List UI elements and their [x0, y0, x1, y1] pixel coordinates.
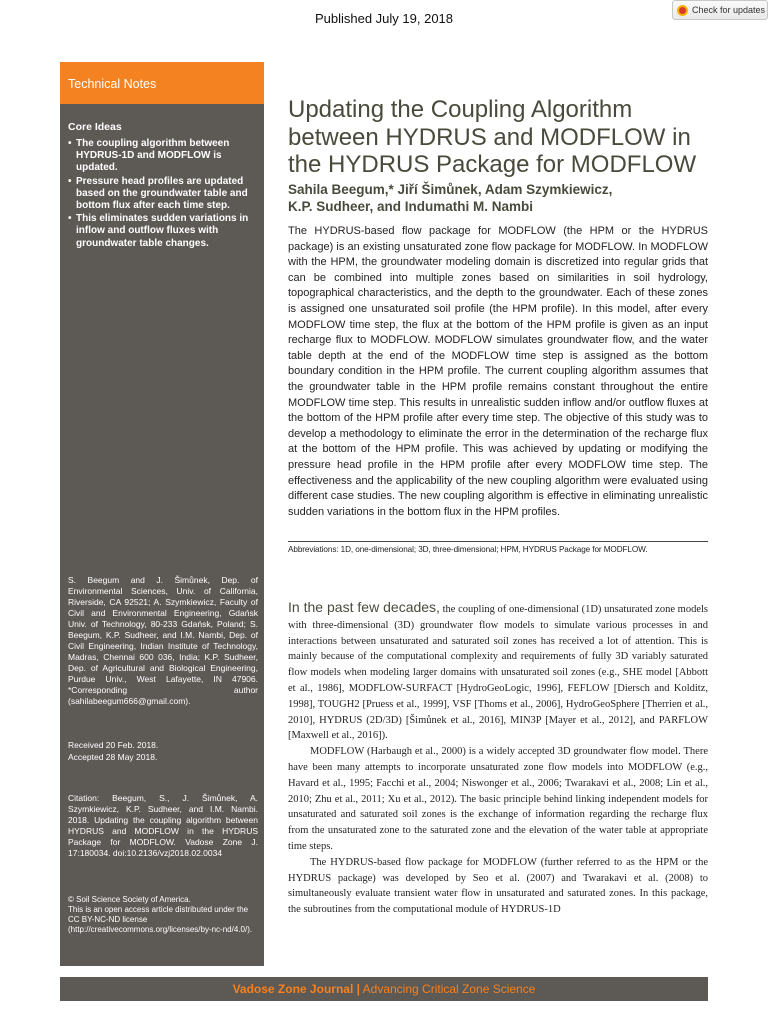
author-affiliations: S. Beegum and J. Šimůnek, Dep. of Environmental Sciences, Univ. of California, Riverside, CA 92521; A. Szymkiewicz, Faculty of Civil and Environmental Engineering, Gdańsk Univ. of Technology, 80-233 Gdańsk, Poland; S. Beegum, K.P. Sudheer, and I.M. Nambi, Dep. of Civil Engineering, Indian Institute of Technology, Madras, Chennai 600 036, India; K.P. Sudheer, Dep. of Agricultural and Biological Engineering, Purdue Univ., West Lafayette, IN 47906. *Corresponding author (sahilabeegum666@gmail.com).	[68, 575, 258, 706]
citation: Citation: Beegum, S., J. Šimůnek, A. Szymkiewicz, K.P. Sudheer, and I.M. Nambi. 2018. Updating the coupling algorithm between HYDRUS and MODFLOW in the HYDRUS Package for MODFLOW. Vadose Zone J. 17:180034. doi:10.2136/vzj2018.02.0034	[68, 793, 258, 858]
abbreviations: Abbreviations: 1D, one-dimensional; 3D, three-dimensional; HPM, HYDRUS Package for MODFLOW.	[288, 545, 648, 554]
body-paragraph: The HYDRUS-based flow package for MODFLOW (further referred to as the HPM or the HYDRUS package) was developed by Seo et al. (2007) and Twarakavi et al. (2008) to simultaneously evaluate transient water flow in unsaturated and saturated zones. In this package, the subroutines from the computational module of HYDRUS-1D	[288, 856, 708, 916]
article-body	[288, 599, 708, 918]
check-for-updates-label: Check for updates	[692, 5, 766, 15]
article-authors	[288, 181, 728, 215]
copyright-line: © Soil Science Society of America.	[68, 895, 191, 904]
abstract: The HYDRUS-based flow package for MODFLOW (the HPM or the HYDRUS package) is an existing unsaturated zone flow package for MODFLOW. In MODFLOW with the HPM, the groundwater modeling domain is discretized into regular grids that can be combined into multiple zones based on similarities in soil hydrology, topographical characteristics, and the depth to the groundwater. Each of these zones is assigned one unsaturated soil profile (the HPM profile). In this model, after every MODFLOW time step, the flux at the bottom of the HPM profile is given as an input recharge flux to MODFLOW. MODFLOW simulates groundwater flow, and the water table depth at the end of the MODFLOW time step is assigned as the bottom boundary condition in the HPM profile. The current coupling algorithm assumes that the groundwater table in the HPM profile remains constant throughout the entire MODFLOW time step. This results in unrealistic sudden inflow and/or outflow fluxes at the bottom of the HPM profile after every time step. The objective of this study was to develop a methodology to eliminate the error in the determination of the recharge flux at the bottom of the HPM profile. This was achieved by updating or modifying the pressure head profile in the HPM profile after every MODFLOW time step. The effectiveness and the applicability of the new coupling algorithm were evaluated using different case studies. The new coupling algorithm is effective in eliminating unrealistic sudden variations in the bottom flux in the HPM profiles.	[288, 225, 708, 518]
core-idea-item: • The coupling algorithm between HYDRUS-1D and MODFLOW is updated.	[68, 138, 258, 175]
license-notice	[68, 895, 258, 935]
core-idea-item: • Pressure head profiles are updated based on the groundwater table and bottom flux after each time step.	[68, 176, 258, 213]
license-text: This is an open access article distributed under the CC BY-NC-ND license (http://creativecommons.org/licenses/by-nc-nd/4.0/).	[68, 905, 253, 934]
footer-separator: |	[356, 982, 360, 996]
core-idea-item: • This eliminates sudden variations in inflow and outflow fluxes with groundwater table changes.	[68, 213, 258, 250]
section-banner	[60, 62, 264, 104]
authors-line: Sahila Beegum,* Jiří Šimůnek, Adam Szymkiewicz,	[288, 182, 613, 197]
sidebar	[60, 104, 264, 966]
article-dates	[68, 740, 258, 763]
published-date: Published July 19, 2018	[314, 11, 454, 26]
paragraph-text: the coupling of one-dimensional (1D) unsaturated zone models with three-dimensional (3D) groundwater flow models to simulate various processes in and interactions between unsaturated and saturated soil zones has received a lot of attention. This is mainly because of the computational complexity and requirements of fully 3D variably saturated flow models when modeling larger domains with unsaturated soil zones (e.g., SHE model [Abbott et al., 1986], MODFLOW-SURFACT [HydroGeoLogic, 1996], FEFLOW [Diersch and Kolditz, 1998], TOUGH2 [Pruess et al., 1999], VSF [Thoms et al., 2006], HydroGeoSphere [Therrien et al., 2010], HYDRUS (2D/3D) [Šimůnek et al., 2016], MIN3P [Mayer et al., 2012], and PARFLOW [Maxwell et al., 2016]).	[288, 604, 708, 742]
crossmark-icon	[677, 5, 688, 16]
core-ideas-title: Core Ideas	[68, 121, 122, 133]
article-title: Updating the Coupling Algorithm between HYDRUS and MODFLOW in the HYDRUS Package for MODFLOW	[288, 96, 697, 178]
journal-tagline: Advancing Critical Zone Science	[362, 982, 536, 996]
core-ideas-list	[68, 138, 258, 251]
check-for-updates-button[interactable]	[672, 0, 768, 20]
journal-name: Vadose Zone Journal	[232, 982, 354, 996]
section-label: Technical Notes	[68, 77, 157, 91]
lead-in: In the past few decades,	[288, 599, 440, 615]
received-date: Received 20 Feb. 2018.	[68, 740, 159, 750]
journal-footer	[60, 977, 708, 1001]
body-paragraph: MODFLOW (Harbaugh et al., 2000) is a widely accepted 3D groundwater flow model. There have been many attempts to incorporate unsaturated zone flow models into MODFLOW (e.g., Havard et al., 1995; Facchi et al., 2004; Niswonger et al., 2006; Twarakavi et al., 2008; Lin et al., 2010; Zhu et al., 2011; Xu et al., 2012). The basic principle behind linking independent models for unsaturated and saturated soil zones is the exchange of information regarding the recharge flux from the unsaturated zone to the saturated zone and the elevation of the water table at appropriate time steps.	[288, 746, 708, 852]
body-paragraph	[288, 599, 708, 744]
accepted-date: Accepted 28 May 2018.	[68, 751, 158, 762]
abstract-divider	[288, 541, 708, 542]
authors-line: K.P. Sudheer, and Indumathi M. Nambi	[288, 199, 534, 214]
